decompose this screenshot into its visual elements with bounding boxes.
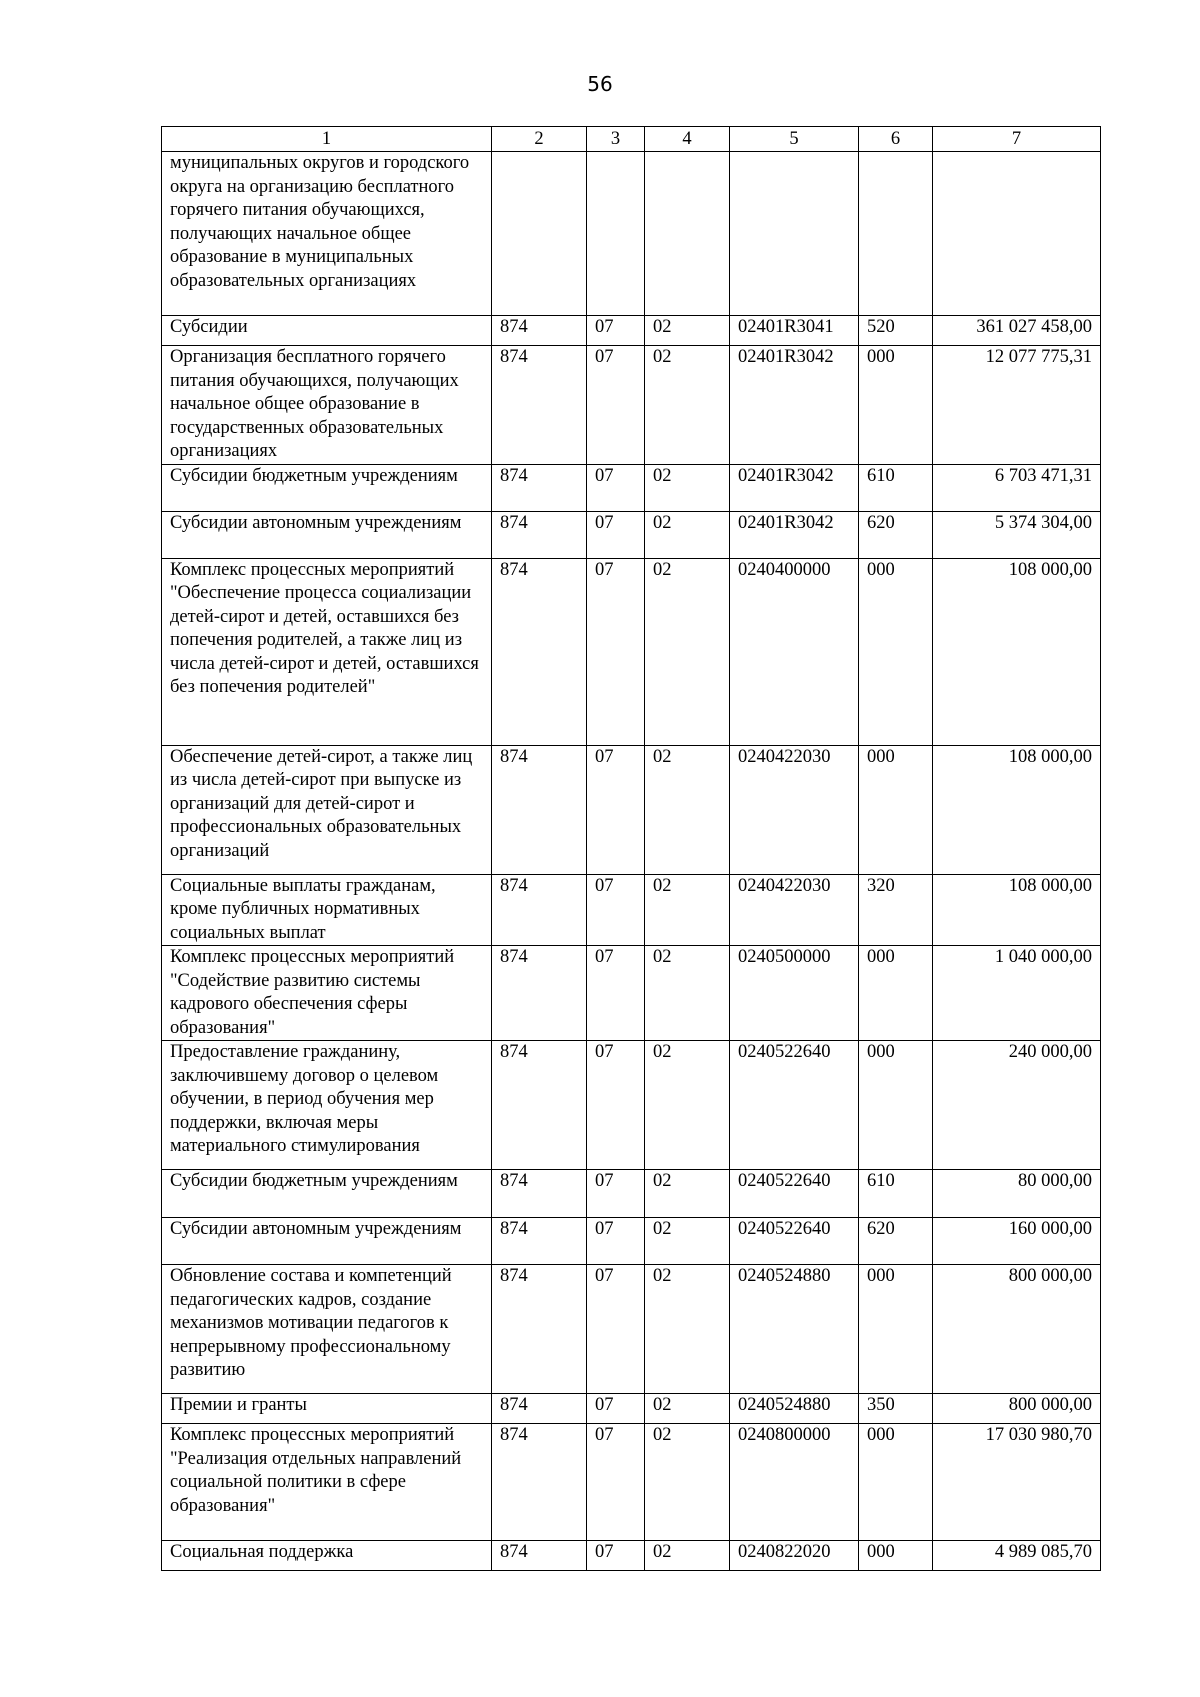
table-row	[162, 1541, 1101, 1571]
row-cell-col2: 874	[492, 1170, 587, 1218]
row-cell-col6: 000	[859, 1541, 933, 1571]
row-cell-col6: 620	[859, 1218, 933, 1265]
row-cell-col6	[859, 152, 933, 316]
row-cell-col2: 874	[492, 1424, 587, 1541]
row-cell-col7: 5 374 304,00	[933, 511, 1101, 558]
budget-table	[161, 126, 1101, 1571]
row-cell-col5: 0240822020	[730, 1541, 859, 1571]
row-cell-col4: 02	[645, 558, 730, 745]
row-description-cell: Предоставление гражданину, заключившему договор о целевом обучении, в период обучения мер поддержки, включая меры материального стимулирования	[162, 1041, 492, 1170]
row-cell-col6: 610	[859, 464, 933, 511]
row-description-cell: Субсидии бюджетным учреждениям	[162, 464, 492, 511]
header-cell: 3	[587, 127, 645, 152]
row-cell-col5: 0240524880	[730, 1394, 859, 1424]
row-cell-col7: 800 000,00	[933, 1394, 1101, 1424]
table-row	[162, 946, 1101, 1041]
row-cell-col5: 0240500000	[730, 946, 859, 1041]
table-row	[162, 1394, 1101, 1424]
row-cell-col2: 874	[492, 316, 587, 346]
row-cell-col4: 02	[645, 316, 730, 346]
row-description-cell: Комплекс процессных мероприятий "Реализация отдельных направлений социальной политики в сфере образования"	[162, 1424, 492, 1541]
header-cell: 5	[730, 127, 859, 152]
row-cell-col2: 874	[492, 1218, 587, 1265]
row-cell-col3: 07	[587, 874, 645, 946]
header-cell: 6	[859, 127, 933, 152]
row-cell-col3: 07	[587, 346, 645, 465]
row-cell-col7: 17 030 980,70	[933, 1424, 1101, 1541]
row-cell-col6: 000	[859, 1265, 933, 1394]
row-cell-col3: 07	[587, 1041, 645, 1170]
row-description-cell: Организация бесплатного горячего питания обучающихся, получающих начальное общее образование в государственных образовательных организациях	[162, 346, 492, 465]
row-cell-col4: 02	[645, 946, 730, 1041]
page-number: 56	[587, 72, 613, 96]
row-description-cell: Социальная поддержка	[162, 1541, 492, 1571]
row-cell-col2: 874	[492, 946, 587, 1041]
table-row	[162, 1218, 1101, 1265]
row-cell-col4: 02	[645, 1218, 730, 1265]
row-description-cell: Комплекс процессных мероприятий "Содействие развитию системы кадрового обеспечения сферы образования"	[162, 946, 492, 1041]
row-cell-col5: 0240800000	[730, 1424, 859, 1541]
row-cell-col3: 07	[587, 511, 645, 558]
row-cell-col6: 000	[859, 1041, 933, 1170]
row-cell-col3: 07	[587, 558, 645, 745]
row-cell-col2	[492, 152, 587, 316]
table-body	[162, 127, 1101, 1571]
header-cell: 7	[933, 127, 1101, 152]
row-cell-col2: 874	[492, 558, 587, 745]
row-cell-col7: 108 000,00	[933, 745, 1101, 874]
row-cell-col6: 000	[859, 1424, 933, 1541]
row-cell-col3: 07	[587, 745, 645, 874]
row-description-cell: Субсидии	[162, 316, 492, 346]
row-cell-col4: 02	[645, 1424, 730, 1541]
table-row	[162, 316, 1101, 346]
row-cell-col5: 0240522640	[730, 1218, 859, 1265]
row-cell-col6: 000	[859, 346, 933, 465]
row-cell-col6: 000	[859, 558, 933, 745]
row-cell-col6: 520	[859, 316, 933, 346]
row-cell-col6: 000	[859, 946, 933, 1041]
table-row	[162, 1041, 1101, 1170]
row-cell-col3	[587, 152, 645, 316]
row-cell-col2: 874	[492, 511, 587, 558]
row-cell-col4: 02	[645, 874, 730, 946]
row-cell-col5: 0240422030	[730, 745, 859, 874]
row-cell-col5	[730, 152, 859, 316]
table-row	[162, 874, 1101, 946]
table-row	[162, 558, 1101, 745]
row-description-cell: Социальные выплаты гражданам, кроме публичных нормативных социальных выплат	[162, 874, 492, 946]
row-cell-col7: 800 000,00	[933, 1265, 1101, 1394]
row-cell-col4: 02	[645, 1265, 730, 1394]
row-description-cell: Обновление состава и компетенций педагогических кадров, создание механизмов мотивации педагогов к непрерывному профессиональному развитию	[162, 1265, 492, 1394]
row-cell-col7: 4 989 085,70	[933, 1541, 1101, 1571]
row-description-cell: Комплекс процессных мероприятий "Обеспечение процесса социализации детей-сирот и детей, оставшихся без попечения родителей, а также лиц из числа детей-сирот и детей, оставшихся без попечения родителей"	[162, 558, 492, 745]
row-cell-col5: 0240522640	[730, 1041, 859, 1170]
row-cell-col2: 874	[492, 1541, 587, 1571]
row-cell-col2: 874	[492, 874, 587, 946]
row-cell-col4: 02	[645, 1541, 730, 1571]
row-cell-col6: 620	[859, 511, 933, 558]
row-cell-col7	[933, 152, 1101, 316]
row-cell-col5: 02401R3041	[730, 316, 859, 346]
table-row	[162, 511, 1101, 558]
table-row	[162, 1424, 1101, 1541]
table-row	[162, 745, 1101, 874]
header-cell: 1	[162, 127, 492, 152]
row-cell-col6: 350	[859, 1394, 933, 1424]
row-cell-col4: 02	[645, 745, 730, 874]
row-cell-col7: 12 077 775,31	[933, 346, 1101, 465]
row-cell-col5: 02401R3042	[730, 511, 859, 558]
table-row	[162, 464, 1101, 511]
row-cell-col7: 240 000,00	[933, 1041, 1101, 1170]
row-cell-col7: 361 027 458,00	[933, 316, 1101, 346]
row-cell-col7: 108 000,00	[933, 874, 1101, 946]
row-cell-col4: 02	[645, 1394, 730, 1424]
row-cell-col3: 07	[587, 946, 645, 1041]
row-cell-col3: 07	[587, 1218, 645, 1265]
table-row	[162, 152, 1101, 316]
row-cell-col6: 000	[859, 745, 933, 874]
row-description-cell: Премии и гранты	[162, 1394, 492, 1424]
row-cell-col3: 07	[587, 1265, 645, 1394]
row-cell-col2: 874	[492, 1265, 587, 1394]
row-cell-col7: 108 000,00	[933, 558, 1101, 745]
row-cell-col5: 0240522640	[730, 1170, 859, 1218]
row-cell-col5: 0240524880	[730, 1265, 859, 1394]
row-description-cell: Субсидии автономным учреждениям	[162, 1218, 492, 1265]
row-cell-col7: 6 703 471,31	[933, 464, 1101, 511]
row-cell-col2: 874	[492, 745, 587, 874]
row-cell-col7: 1 040 000,00	[933, 946, 1101, 1041]
row-cell-col3: 07	[587, 464, 645, 511]
table-row	[162, 1265, 1101, 1394]
row-cell-col6: 320	[859, 874, 933, 946]
row-cell-col3: 07	[587, 1424, 645, 1541]
row-cell-col3: 07	[587, 1170, 645, 1218]
header-row	[162, 127, 1101, 152]
row-cell-col7: 80 000,00	[933, 1170, 1101, 1218]
row-cell-col4: 02	[645, 1041, 730, 1170]
row-cell-col5: 02401R3042	[730, 346, 859, 465]
row-cell-col3: 07	[587, 1541, 645, 1571]
row-cell-col2: 874	[492, 464, 587, 511]
row-cell-col3: 07	[587, 1394, 645, 1424]
table-row	[162, 1170, 1101, 1218]
table-row	[162, 346, 1101, 465]
row-cell-col4: 02	[645, 511, 730, 558]
row-description-cell: муниципальных округов и городского округа на организацию бесплатного горячего питания обучающихся, получающих начальное общее образование в муниципальных образовательных организациях	[162, 152, 492, 316]
row-cell-col5: 0240422030	[730, 874, 859, 946]
row-description-cell: Субсидии бюджетным учреждениям	[162, 1170, 492, 1218]
header-cell: 2	[492, 127, 587, 152]
row-cell-col2: 874	[492, 346, 587, 465]
header-cell: 4	[645, 127, 730, 152]
row-cell-col4	[645, 152, 730, 316]
row-description-cell: Субсидии автономным учреждениям	[162, 511, 492, 558]
row-cell-col2: 874	[492, 1041, 587, 1170]
row-cell-col3: 07	[587, 316, 645, 346]
row-cell-col7: 160 000,00	[933, 1218, 1101, 1265]
row-cell-col4: 02	[645, 346, 730, 465]
row-cell-col5: 02401R3042	[730, 464, 859, 511]
row-cell-col2: 874	[492, 1394, 587, 1424]
row-cell-col5: 0240400000	[730, 558, 859, 745]
row-cell-col4: 02	[645, 1170, 730, 1218]
row-cell-col6: 610	[859, 1170, 933, 1218]
row-cell-col4: 02	[645, 464, 730, 511]
row-description-cell: Обеспечение детей-сирот, а также лиц из числа детей-сирот при выпуске из организаций для детей-сирот и профессиональных образовательных организаций	[162, 745, 492, 874]
